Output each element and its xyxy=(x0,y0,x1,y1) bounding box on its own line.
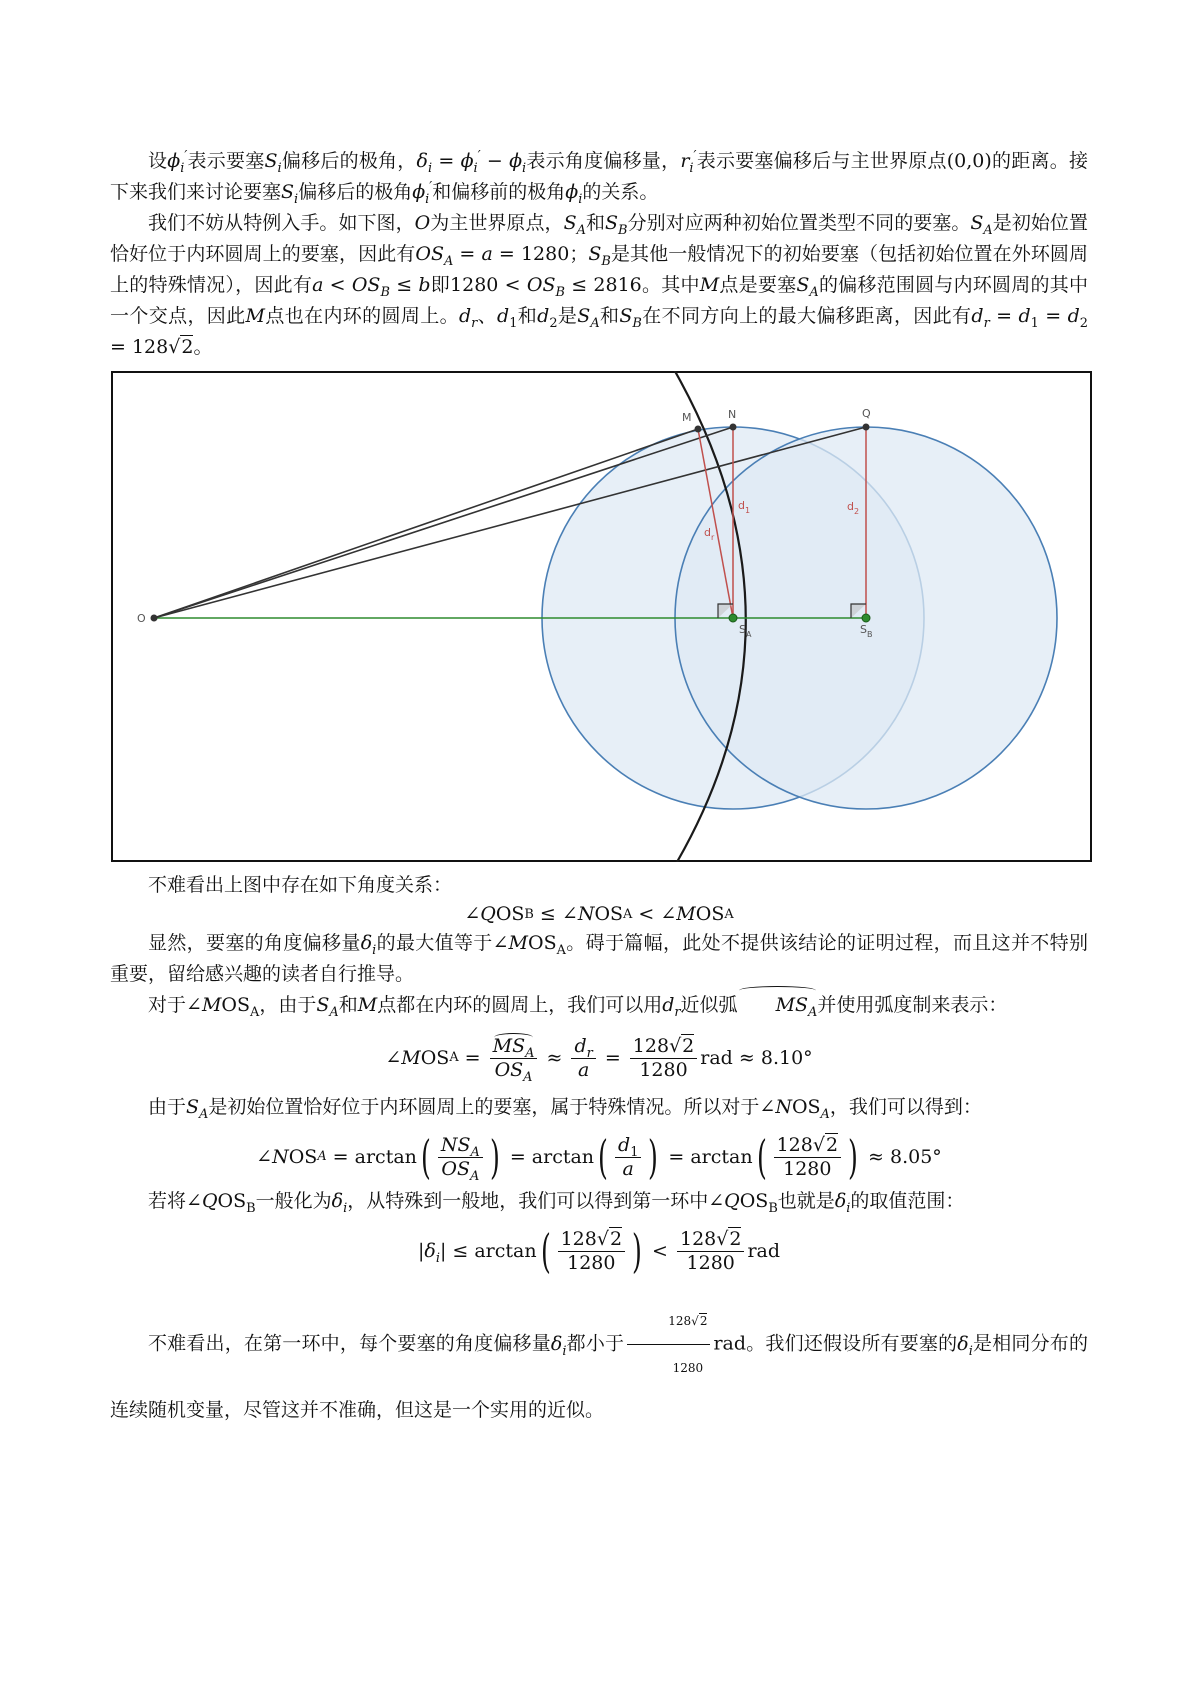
label-q: Q xyxy=(862,407,871,420)
geometry-figure xyxy=(111,371,1092,862)
label-dr: $d_r$ xyxy=(704,526,715,542)
equation-nos-arctan: ∠ N OS A = arctan ( $\frac{NS_A}{OS_A}$ ) = arctan ( $\frac{d_1}{a}$ ) = arctan ( $\frac{128√2}{1280}$ ) ≈ 8.05° xyxy=(256,1130,942,1184)
paragraph-4: 显然，要塞的角度偏移量$\delta_i$的最大值等于$\angle MOS_A$。碍于篇幅，此处不提供该结论的证明过程，而且这并不特别重要，留给感兴趣的读者自行推导。 xyxy=(110,932,1088,985)
paragraph-2: 我们不妨从特例入手。如下图，O为主世界原点，$S_A$和$S_B$分别对应两种初始位置类型不同的要塞。$S_A$是初始位置恰好位于内环圆周上的要塞，因此有$OS_A = a = 1280$；$S_B$是其他一般情况下的初始要塞（包括初始位置在外环圆周上的特殊情况），因此有$a < OS_B \le b$即$1280 < OS_B \le 2816$。其中M点是要塞$S_A$的偏移范围圆与内环圆周的其中一个交点，因此M点也在内环的圆周上。$d_r$、$d_1$和$d_2$是$S_A$和$S_B$在不同方向上的最大偏移距离，因此有$d_r = d_1 = d_2 = 128√2$。 xyxy=(110,212,1088,358)
label-o: O xyxy=(137,612,146,625)
paragraph-7: 若将$\angle QOS_B$一般化为$\delta_i$，从特殊到一般地，我们可以得到第一环中$\angle QOS_B$也就是$\delta_i$的取值范围： xyxy=(148,1190,965,1216)
paragraph-1: 设$\phi_i'$表示要塞$S_i$偏移后的极角，$\delta_i = \phi_i' - \phi_i$表示角度偏移量，$r_i'$表示要塞偏移后与主世界原点(0,0)的距离。接下来我们来讨论要塞$S_i$偏移后的极角$\phi_i'$和偏移前的极角$\phi_i$的关系。 xyxy=(110,148,1088,207)
equation-angle-relation: ∠ Q OS B ≤ ∠ N OS A < ∠ M OS A xyxy=(464,903,734,925)
paragraph-6: 由于$S_A$是初始位置恰好位于内环圆周上的要塞，属于特殊情况。所以对于$\angle NOS_A$，我们可以得到： xyxy=(148,1096,982,1122)
equation-delta-bound: | $\delta_i$ | ≤ arctan ( $\frac{128√2}{1280}$ ) < $\frac{128√2}{1280}$ rad xyxy=(417,1224,781,1278)
point-q xyxy=(863,424,870,431)
point-n xyxy=(730,424,737,431)
label-m: M xyxy=(682,411,692,424)
equation-mos-approx: ∠ M OS A = $\frac{MS_A}{OS_A}$ ≈ $\frac{d_r}{a}$ = $\frac{128√2}{1280}$ rad ≈ 8.10° xyxy=(385,1034,813,1085)
paragraph-5: 对于$\angle MOS_A$，由于$S_A$和M点都在内环的圆周上，我们可以用$d_r$近似弧 $MS_A$并使用弧度制来表示： xyxy=(110,990,1088,1021)
paragraph-8: 不难看出，在第一环中，每个要塞的角度偏移量$\delta_i$都小于 $\frac{128√2}{1280}$ rad。我们还假设所有要塞的$\delta_i$是相同分布的连续随机变量，尽管这并不准确，但这是一个实用的近似。 xyxy=(110,1300,1088,1431)
point-m xyxy=(695,426,702,433)
paragraph-3: 不难看出上图中存在如下角度关系： xyxy=(148,874,453,896)
point-o xyxy=(151,615,158,622)
point-sb xyxy=(862,614,870,622)
label-sb: $S_B$ xyxy=(860,623,873,639)
label-sa: $S_A$ xyxy=(739,623,752,639)
label-n: N xyxy=(728,408,737,421)
label-d2: $d_2$ xyxy=(847,500,860,516)
point-sa xyxy=(729,614,737,622)
label-d1: $d_1$ xyxy=(738,499,751,515)
